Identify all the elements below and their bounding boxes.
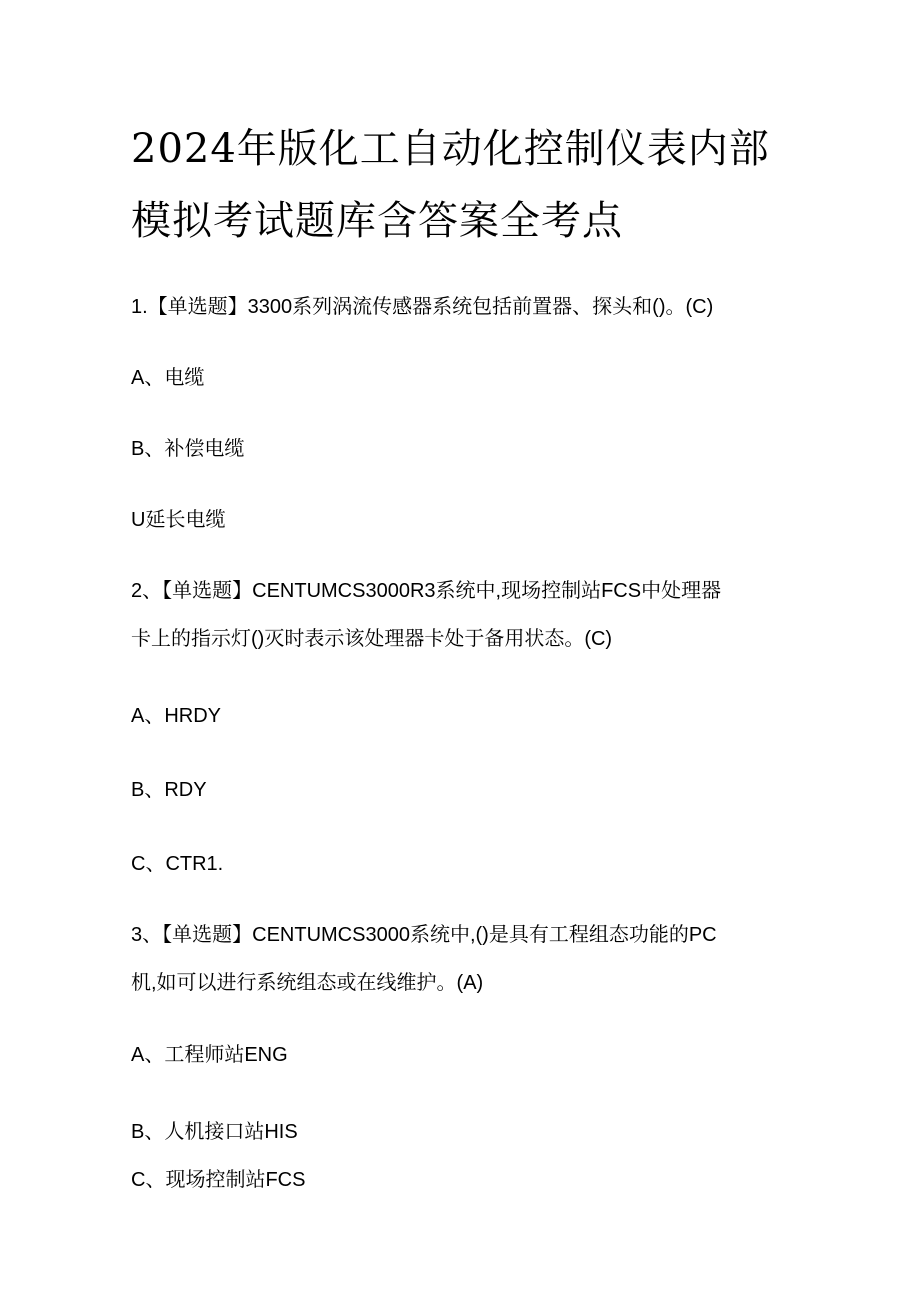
question-2-option-c: C、CTR1. bbox=[131, 853, 224, 875]
question-3-stem-line-1: 3、【单选题】CENTUMCS3000系统中,()是具有工程组态功能的PC bbox=[131, 924, 717, 946]
document-title-line-1: 2024年版化工自动化控制仪表内部 bbox=[131, 126, 770, 172]
question-1-option-a: A、电缆 bbox=[131, 367, 205, 389]
document-title-line-2: 模拟考试题库含答案全考点 bbox=[131, 198, 623, 244]
question-1-option-c: U延长电缆 bbox=[131, 509, 226, 531]
question-2-option-b: B、RDY bbox=[131, 779, 207, 801]
question-3-option-a: A、工程师站ENG bbox=[131, 1044, 288, 1066]
question-1-option-b: B、补偿电缆 bbox=[131, 438, 245, 460]
question-2-option-a: A、HRDY bbox=[131, 705, 222, 727]
question-2-stem-line-2: 卡上的指示灯()灭时表示该处理器卡处于备用状态。(C) bbox=[131, 628, 613, 650]
question-3-stem-line-2: 机,如可以进行系统组态或在线维护。(A) bbox=[131, 972, 484, 994]
question-2-stem-line-1: 2、【单选题】CENTUMCS3000R3系统中,现场控制站FCS中处理器 bbox=[131, 580, 722, 602]
question-1-stem: 1.【单选题】3300系列涡流传感器系统包括前置器、探头和()。(C) bbox=[131, 296, 714, 318]
question-3-option-c: C、现场控制站FCS bbox=[131, 1169, 306, 1191]
question-3-option-b: B、人机接口站HIS bbox=[131, 1121, 298, 1143]
